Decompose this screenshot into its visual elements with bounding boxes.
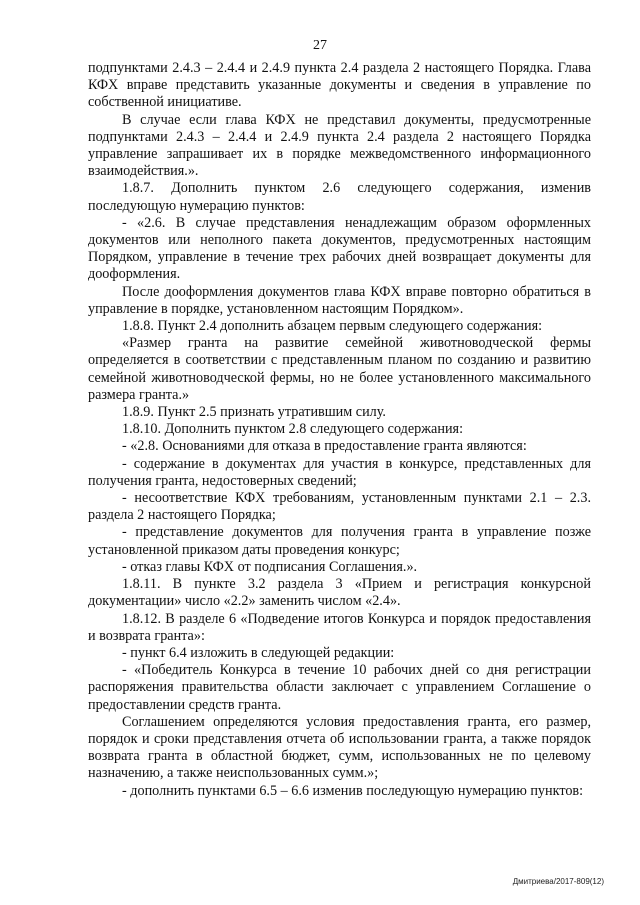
page-number: 27 [313,38,327,53]
paragraph: 1.8.11. В пункте 3.2 раздела 3 «Прием и регистрация конкурсной документации» число «2.2» заменить числом «2.4». [88,576,591,610]
paragraph: В случае если глава КФХ не представил документы, предусмотренные подпунктами 2.4.3 – 2.4.4 и 2.4.9 пункта 2.4 раздела 2 настоящего Порядка управление запрашивает их в порядке межведомственного информационного взаимодействия.». [88,111,591,180]
paragraph: - «2.6. В случае представления ненадлежащим образом оформленных документов или неполного пакета документов, предусмотренных настоящим Порядком, управление в течение трех рабочих дней возвращает документы для дооформления. [88,214,591,283]
paragraph: - несоответствие КФХ требованиям, установленным пунктами 2.1 – 2.3. раздела 2 настоящего Порядка; [88,490,591,524]
paragraph: 1.8.12. В разделе 6 «Подведение итогов Конкурса и порядок предоставления и возврата гранта»: [88,610,591,644]
paragraph: - представление документов для получения гранта в управление позже установленной приказом даты проведения конкурс; [88,524,591,558]
footer-reference: Дмитриева/2017-809(12) [512,877,604,886]
paragraph: «Размер гранта на развитие семейной животноводческой фермы определяется в соответствии с представленным планом по созданию и развитию семейной животноводческой фермы, но не более установленного максимального размера гранта.» [88,335,591,403]
paragraph: подпунктами 2.4.3 – 2.4.4 и 2.4.9 пункта 2.4 раздела 2 настоящего Порядка. Глава КФХ вправе представить указанные документы и сведения в управление по собственной инициативе. [88,60,591,111]
paragraph: - отказ главы КФХ от подписания Соглашения.». [122,558,418,575]
paragraph: - дополнить пунктами 6.5 – 6.6 изменив последующую нумерацию пунктов: [122,782,584,799]
paragraph: 1.8.10. Дополнить пунктом 2.8 следующего содержания: [122,421,464,438]
document-body [88,60,591,800]
paragraph: - «Победитель Конкурса в течение 10 рабочих дней со дня регистрации распоряжения правительства области заключает с управлением Соглашение о предоставлении средств гранта. [88,662,591,713]
paragraph: - «2.8. Основаниями для отказа в предоставление гранта являются: [122,438,527,455]
paragraph: 1.8.7. Дополнить пунктом 2.6 следующего содержания, изменив последующую нумерацию пунктов: [88,180,591,214]
paragraph: После дооформления документов глава КФХ вправе повторно обратиться в управление в порядке, установленном настоящим Порядком». [88,283,591,317]
paragraph: - содержание в документах для участия в конкурсе, представленных для получения гранта, недостоверных сведений; [88,455,591,489]
paragraph: 1.8.9. Пункт 2.5 признать утратившим силу. [122,404,386,421]
paragraph: Соглашением определяются условия предоставления гранта, его размер, порядок и сроки представления отчета об использовании гранта, а также порядок возврата гранта в областной бюджет, сумм, использованных не по целевому назначению, а также неиспользованных сумм.»; [88,713,591,782]
paragraph: 1.8.8. Пункт 2.4 дополнить абзацем первым следующего содержания: [122,318,543,335]
paragraph: - пункт 6.4 изложить в следующей редакции: [122,644,395,661]
